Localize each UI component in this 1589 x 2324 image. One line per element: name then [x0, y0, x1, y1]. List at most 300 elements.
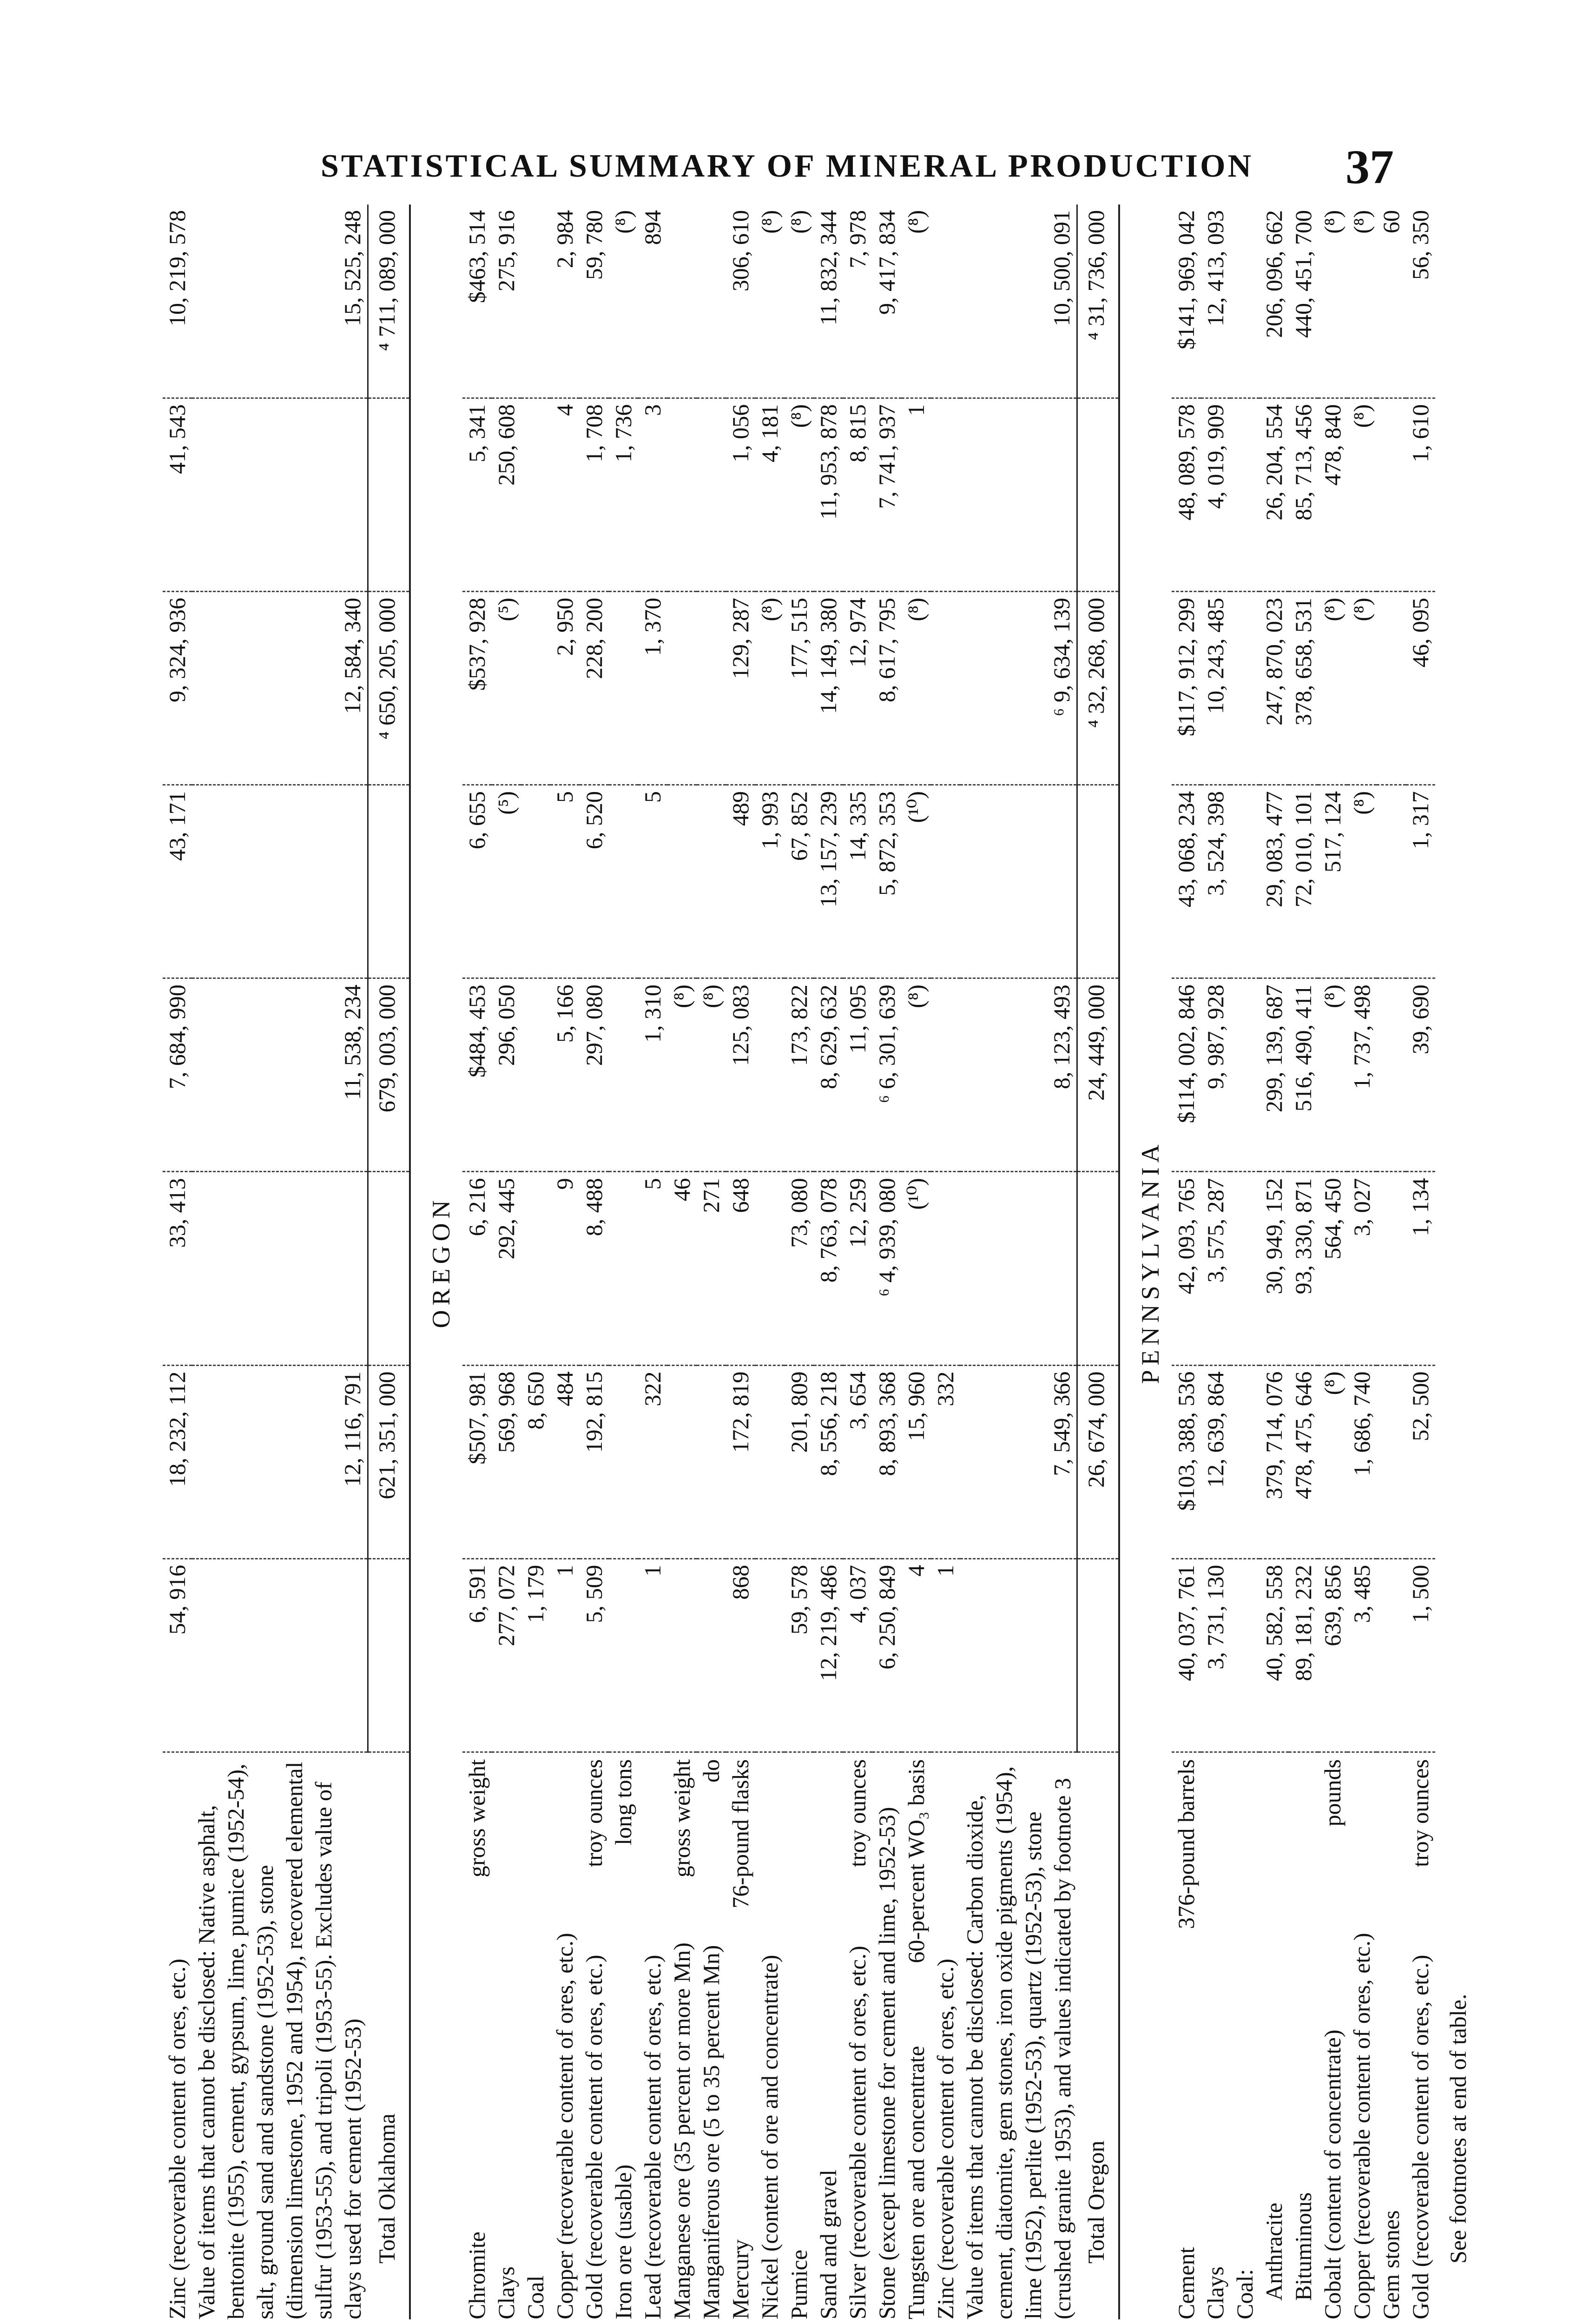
table-row [580, 205, 609, 2319]
table-cell: 73, 080 [785, 1172, 814, 1365]
table-cell: 24, 449, 000 [1077, 978, 1120, 1172]
table-cell: 8, 488 [580, 1172, 609, 1365]
table-cell: $141, 969, 042 [1172, 205, 1201, 398]
table-cell: 297, 080 [580, 978, 609, 1172]
table-row [550, 205, 580, 2319]
table-cell [609, 1172, 638, 1365]
table-cell: 5, 509 [580, 1558, 609, 1752]
table-cell: 39, 690 [1406, 978, 1435, 1172]
table-cell [609, 1558, 638, 1752]
table-cell [609, 785, 638, 978]
table-cell: 275, 916 [492, 205, 521, 398]
table-cell [1377, 978, 1406, 1172]
table-cell: 89, 181, 232 [1289, 1558, 1318, 1752]
table-cell: 46, 095 [1406, 591, 1435, 785]
table-cell: (⁸) [1318, 978, 1347, 1172]
table-cell: 332 [931, 1365, 960, 1558]
table-cell: $103, 388, 536 [1172, 1365, 1201, 1558]
table-cell: 59, 780 [580, 205, 609, 398]
page-number: 37 [1345, 140, 1394, 194]
table-cell: 8, 556, 218 [814, 1365, 843, 1558]
row-label-text: Clays [493, 2266, 519, 2319]
table-cell [1230, 398, 1259, 591]
table-cell: 8, 815 [843, 398, 872, 591]
table-cell: 5, 341 [462, 398, 492, 591]
table-cell [1077, 785, 1120, 978]
table-cell: 440, 451, 700 [1289, 205, 1318, 398]
table-cell: 1, 500 [1406, 1558, 1435, 1752]
row-label [462, 1752, 492, 2319]
table-cell [697, 398, 726, 591]
table-cell: 52, 500 [1406, 1365, 1435, 1558]
table-row [755, 205, 785, 2319]
table-cell: 3, 485 [1347, 1558, 1377, 1752]
table-cell [931, 978, 960, 1172]
table-cell: 67, 852 [785, 785, 814, 978]
table-cell: $484, 453 [462, 978, 492, 1172]
table-cell [697, 205, 726, 398]
table-cell: (⁸) [902, 591, 931, 785]
table-cell: 516, 490, 411 [1289, 978, 1318, 1172]
table-cell: (⁸) [785, 398, 814, 591]
row-label [163, 1752, 192, 2319]
table-cell [521, 591, 550, 785]
table-cell [667, 1558, 697, 1752]
table-cell: ⁶ 9, 634, 139 [960, 591, 1077, 785]
table-cell: (⁸) [1318, 1365, 1347, 1558]
table-cell: 478, 840 [1318, 398, 1347, 591]
table-cell: 1, 179 [521, 1558, 550, 1752]
row-label [1347, 1752, 1377, 2319]
table-row [726, 205, 755, 2319]
table-cell: 8, 617, 795 [872, 591, 902, 785]
row-label-text: Iron ore (usable) [610, 2164, 636, 2319]
row-label-text: Copper (recoverable content of ores, etc.) [551, 1933, 578, 2319]
table-cell: 60 [1377, 205, 1406, 398]
table-cell [1077, 1558, 1120, 1752]
table-row [697, 205, 726, 2319]
table-cell: 3, 575, 287 [1201, 1172, 1230, 1365]
table-row [931, 205, 960, 2319]
table-row [163, 205, 192, 2319]
row-label-text: Cement [1173, 2247, 1199, 2319]
table-row [1377, 205, 1406, 2319]
table-cell [931, 591, 960, 785]
row-label-text: Gold (recoverable content of ores, etc.) [580, 1954, 607, 2319]
table-cell: 172, 819 [726, 1365, 755, 1558]
table-row [1406, 205, 1435, 2319]
table-cell: 1, 310 [638, 978, 667, 1172]
row-label [1406, 1752, 1435, 2319]
row-label-text: Gem stones [1378, 2210, 1404, 2319]
table-cell: $537, 928 [462, 591, 492, 785]
table-cell: 9 [550, 1172, 580, 1365]
table-cell: (⁸) [667, 978, 697, 1172]
row-label-text: Zinc (recoverable content of ores, etc.) [164, 1959, 190, 2319]
row-unit: long tons [610, 1759, 636, 1845]
table-cell [667, 591, 697, 785]
table-cell [960, 785, 1077, 978]
table-cell: 33, 413 [163, 1172, 192, 1365]
table-cell: 1 [638, 1558, 667, 1752]
table-cell [667, 398, 697, 591]
table-cell: 43, 171 [163, 785, 192, 978]
table-cell: 8, 123, 493 [960, 978, 1077, 1172]
table-cell [1077, 1172, 1120, 1365]
row-label-text: Copper (recoverable content of ores, etc.) [1349, 1933, 1375, 2319]
row-label-text: Silver (recoverable content of ores, etc.) [844, 1946, 870, 2319]
row-label [550, 1752, 580, 2319]
table-cell: (⁸) [785, 205, 814, 398]
table-cell [1077, 398, 1120, 591]
row-unit: do [698, 1759, 724, 1783]
table-cell: 12, 116, 791 [192, 1365, 368, 1558]
table-cell: (⁸) [697, 978, 726, 1172]
table-cell [368, 398, 410, 591]
table-cell: (⁵) [492, 591, 521, 785]
table-row [521, 205, 550, 2319]
table-cell: 306, 610 [726, 205, 755, 398]
table-cell: 247, 870, 023 [1259, 591, 1289, 785]
row-label-text: Value of items that cannot be disclosed: Carbon dioxide, cement, diatomite, gem stones, iron oxide pigments (1954), lime (1952), perlite (1952-53), quartz (1952-53), stone (crushed granite 1953), and values indicated by footnote 3 [961, 1766, 1075, 2319]
row-unit: 60-percent WO₃ basis [903, 1759, 929, 1963]
table-cell: ⁶ 4, 939, 080 [872, 1172, 902, 1365]
row-label [755, 1752, 785, 2319]
table-cell: 868 [726, 1558, 755, 1752]
table-cell: 277, 072 [492, 1558, 521, 1752]
table-cell: 10, 219, 578 [163, 205, 192, 398]
table-cell: 1, 056 [726, 398, 755, 591]
table-cell: 4 [550, 398, 580, 591]
table-cell: 12, 639, 864 [1201, 1365, 1230, 1558]
row-label [697, 1752, 726, 2319]
table-cell: 564, 450 [1318, 1172, 1347, 1365]
table-cell [667, 1365, 697, 1558]
table-cell: 12, 219, 486 [814, 1558, 843, 1752]
row-label-text: Stone (except limestone for cement and lime, 1952-53) [873, 1807, 900, 2319]
table-row [843, 205, 872, 2319]
table-cell [1230, 1365, 1259, 1558]
table-cell: (⁸) [1347, 785, 1377, 978]
row-unit: troy ounces [844, 1759, 870, 1867]
table-cell: 8, 763, 078 [814, 1172, 843, 1365]
row-label-text: Nickel (content of ore and concentrate) [756, 1954, 783, 2319]
table-cell [609, 978, 638, 1172]
row-label [667, 1752, 697, 2319]
row-label [1172, 1752, 1201, 2319]
table-row [902, 205, 931, 2319]
table-cell: 125, 083 [726, 978, 755, 1172]
row-label-text: Sand and gravel [815, 2169, 841, 2319]
table-cell: 5 [638, 1172, 667, 1365]
table-cell [931, 785, 960, 978]
row-label [960, 1752, 1077, 2319]
table-cell: 1, 736 [609, 398, 638, 591]
table-cell: 478, 475, 646 [1289, 1365, 1318, 1558]
table-cell: 648 [726, 1172, 755, 1365]
table-cell: 639, 856 [1318, 1558, 1347, 1752]
table-cell: (⁸) [1318, 205, 1347, 398]
table-row [492, 205, 521, 2319]
table-cell: 56, 350 [1406, 205, 1435, 398]
table-cell [697, 1558, 726, 1752]
table-cell [697, 1365, 726, 1558]
table-cell: 10, 500, 091 [960, 205, 1077, 398]
table-cell: 5 [550, 785, 580, 978]
table-cell: 12, 413, 093 [1201, 205, 1230, 398]
row-label [1318, 1752, 1347, 2319]
table-cell [755, 1558, 785, 1752]
table-cell: 40, 037, 761 [1172, 1558, 1201, 1752]
table-cell: 6, 520 [580, 785, 609, 978]
table-cell [1230, 205, 1259, 398]
table-cell: 6, 655 [462, 785, 492, 978]
table-cell: 42, 093, 765 [1172, 1172, 1201, 1365]
table-cell: (¹⁰) [902, 785, 931, 978]
table-cell: 517, 124 [1318, 785, 1347, 978]
table-cell [1377, 785, 1406, 978]
table-cell: ⁴ 711, 089, 000 [368, 205, 410, 398]
table-cell: 177, 515 [785, 591, 814, 785]
table-cell: 299, 139, 687 [1259, 978, 1289, 1172]
row-label-text: Coal: [1232, 2269, 1258, 2319]
table-cell: 7, 741, 937 [872, 398, 902, 591]
table-cell: 322 [638, 1365, 667, 1558]
table-cell: ⁴ 31, 736, 000 [1077, 205, 1120, 398]
row-label [1201, 1752, 1230, 2319]
table-cell: 18, 232, 112 [163, 1365, 192, 1558]
table-cell: 15, 960 [902, 1365, 931, 1558]
table-cell [521, 978, 550, 1172]
table-cell: 46 [667, 1172, 697, 1365]
table-cell: 12, 584, 340 [192, 591, 368, 785]
row-label-text: Zinc (recoverable content of ores, etc.) [932, 1959, 958, 2319]
table-cell: 43, 068, 234 [1172, 785, 1201, 978]
table-row [785, 205, 814, 2319]
table-cell: 14, 335 [843, 785, 872, 978]
table-cell: 5 [638, 785, 667, 978]
table-cell [1377, 1365, 1406, 1558]
row-label-text: Value of items that cannot be disclosed: Native asphalt, bentonite (1955), cement, gypsum, lime, pumice (1952-54), salt, ground sand and sandstone (1952-53), stone (dimension limestone, 1952 and 1954), recovered elemental sulfur (1953-55), and tripoli (1953-55). Excludes value of clays used for cement (1952-53) [193, 1762, 366, 2319]
table-cell: 13, 157, 239 [814, 785, 843, 978]
table-cell: 3 [638, 398, 667, 591]
table-cell [1230, 1172, 1259, 1365]
rotated-table-wrapper [163, 205, 1471, 2319]
total-row-oregon [1077, 205, 1120, 2319]
table-cell [1377, 1558, 1406, 1752]
row-label [1077, 1752, 1120, 2319]
row-label [492, 1752, 521, 2319]
table-cell: 1, 737, 498 [1347, 978, 1377, 1172]
table-cell [667, 785, 697, 978]
section-heading: PENNSYLVANIA [1136, 1140, 1164, 1384]
table-cell: 3, 731, 130 [1201, 1558, 1230, 1752]
row-label-text: Chromite [463, 2232, 490, 2319]
row-unit: gross weight [668, 1759, 695, 1878]
row-label-text: Total Oklahoma [373, 2113, 400, 2264]
table-cell: 26, 204, 554 [1259, 398, 1289, 591]
table-cell [931, 398, 960, 591]
row-unit: pounds [1319, 1759, 1345, 1827]
row-label [785, 1752, 814, 2319]
table-cell: 679, 003, 000 [368, 978, 410, 1172]
table-cell [1377, 1172, 1406, 1365]
table-cell: $117, 912, 299 [1172, 591, 1201, 785]
row-label [931, 1752, 960, 2319]
table-cell [697, 591, 726, 785]
table-row [1318, 205, 1347, 2319]
table-cell: 2, 950 [550, 591, 580, 785]
table-cell: 250, 608 [492, 398, 521, 591]
table-cell: 12, 974 [843, 591, 872, 785]
row-label [902, 1752, 931, 2319]
row-label [1259, 1752, 1289, 2319]
row-label [872, 1752, 902, 2319]
table-cell: 93, 330, 871 [1289, 1172, 1318, 1365]
table-cell [192, 1558, 368, 1752]
table-cell [1230, 1558, 1259, 1752]
table-row [1201, 205, 1230, 2319]
table-cell: ⁶ 6, 301, 639 [872, 978, 902, 1172]
table-cell: 30, 949, 152 [1259, 1172, 1289, 1365]
table-cell [667, 205, 697, 398]
table-cell: 8, 893, 368 [872, 1365, 902, 1558]
row-unit: 376-pound barrels [1173, 1759, 1199, 1929]
table-cell: 11, 832, 344 [814, 205, 843, 398]
table-cell: (⁸) [1347, 205, 1377, 398]
row-unit: 76-pound flasks [727, 1759, 753, 1908]
section-oregon [410, 205, 462, 2319]
table-cell: 4, 037 [843, 1558, 872, 1752]
table-cell: 9, 417, 834 [872, 205, 902, 398]
table-cell [1230, 591, 1259, 785]
table-cell: 1, 708 [580, 398, 609, 591]
table-cell: $463, 514 [462, 205, 492, 398]
table-cell: 41, 543 [163, 398, 192, 591]
table-cell: (⁸) [1347, 398, 1377, 591]
table-cell: 8, 650 [521, 1365, 550, 1558]
row-unit: troy ounces [1407, 1759, 1433, 1867]
table-row [1289, 205, 1318, 2319]
table-cell: 228, 200 [580, 591, 609, 785]
table-cell [609, 1365, 638, 1558]
row-label-text: Anthracite [1261, 2202, 1287, 2301]
table-cell: 4 [902, 1558, 931, 1752]
table-cell [931, 1172, 960, 1365]
table-cell: 26, 674, 000 [1077, 1365, 1120, 1558]
table-cell [755, 1365, 785, 1558]
table-cell: 11, 095 [843, 978, 872, 1172]
table-cell: 7, 549, 366 [960, 1365, 1077, 1558]
table-cell: 48, 089, 578 [1172, 398, 1201, 591]
table-cell: (⁸) [609, 205, 638, 398]
table-cell: (⁸) [1347, 591, 1377, 785]
table-row [192, 205, 368, 2319]
table-cell: $114, 002, 846 [1172, 978, 1201, 1172]
table-cell [1377, 398, 1406, 591]
table-cell [521, 1172, 550, 1365]
table-cell [755, 978, 785, 1172]
row-label-text: Mercury [727, 2239, 753, 2319]
table-cell: 1, 370 [638, 591, 667, 785]
table-cell: 15, 525, 248 [192, 205, 368, 398]
table-cell: 7, 978 [843, 205, 872, 398]
row-label-text: Tungsten ore and concentrate [903, 2046, 929, 2319]
row-label [1377, 1752, 1406, 2319]
table-cell: 379, 714, 076 [1259, 1365, 1289, 1558]
table-cell: 4, 019, 909 [1201, 398, 1230, 591]
table-cell: 489 [726, 785, 755, 978]
table-cell [1377, 591, 1406, 785]
row-label [1289, 1752, 1318, 2319]
table-cell [192, 398, 368, 591]
table-cell: $507, 981 [462, 1365, 492, 1558]
table-cell: 3, 027 [1347, 1172, 1377, 1365]
table-cell: 59, 578 [785, 1558, 814, 1752]
table-cell: (⁸) [755, 205, 785, 398]
table-cell: 378, 658, 531 [1289, 591, 1318, 785]
table-cell [1230, 785, 1259, 978]
table-row [638, 205, 667, 2319]
row-unit: troy ounces [580, 1759, 607, 1867]
table-cell: 1 [931, 1558, 960, 1752]
table-cell: 6, 591 [462, 1558, 492, 1752]
table-cell: (⁸) [902, 978, 931, 1172]
table-cell: 1 [902, 398, 931, 591]
table-cell: 8, 629, 632 [814, 978, 843, 1172]
table-cell: 129, 287 [726, 591, 755, 785]
table-cell: 11, 953, 878 [814, 398, 843, 591]
table-cell: 484 [550, 1365, 580, 1558]
row-label [843, 1752, 872, 2319]
running-title: STATISTICAL SUMMARY OF MINERAL PRODUCTION [321, 148, 1254, 184]
table-cell: (⁸) [1318, 591, 1347, 785]
row-label-text: Manganese ore (35 percent or more Mn) [668, 1942, 695, 2319]
row-label [609, 1752, 638, 2319]
table-row [1230, 205, 1259, 2319]
table-row [1347, 205, 1377, 2319]
table-cell: 72, 010, 101 [1289, 785, 1318, 978]
table-cell: 12, 259 [843, 1172, 872, 1365]
table-cell: 29, 083, 477 [1259, 785, 1289, 978]
table-row [1172, 205, 1201, 2319]
table-cell: 3, 524, 398 [1201, 785, 1230, 978]
table-cell: 1 [550, 1558, 580, 1752]
table-cell [697, 785, 726, 978]
table-cell: 1, 993 [755, 785, 785, 978]
table-cell: 9, 987, 928 [1201, 978, 1230, 1172]
table-cell: (⁵) [492, 785, 521, 978]
row-label-text: Pumice [785, 2250, 812, 2319]
row-label [1230, 1752, 1259, 2319]
table-cell [368, 1172, 410, 1365]
table-cell: 5, 872, 353 [872, 785, 902, 978]
row-label-text: Gold (recoverable content of ores, etc.) [1407, 1954, 1433, 2319]
table-cell [521, 205, 550, 398]
table-cell: 54, 916 [163, 1558, 192, 1752]
table-row [872, 205, 902, 2319]
section-heading: OREGON [427, 1195, 455, 1328]
table-cell: 14, 149, 380 [814, 591, 843, 785]
row-label [814, 1752, 843, 2319]
row-label [368, 1752, 410, 2319]
table-cell [960, 1172, 1077, 1365]
table-cell: 206, 096, 662 [1259, 205, 1289, 398]
row-label-text: Coal [522, 2275, 548, 2319]
table-cell: 10, 243, 485 [1201, 591, 1230, 785]
table-row [960, 205, 1077, 2319]
table-cell: (¹⁰) [902, 1172, 931, 1365]
